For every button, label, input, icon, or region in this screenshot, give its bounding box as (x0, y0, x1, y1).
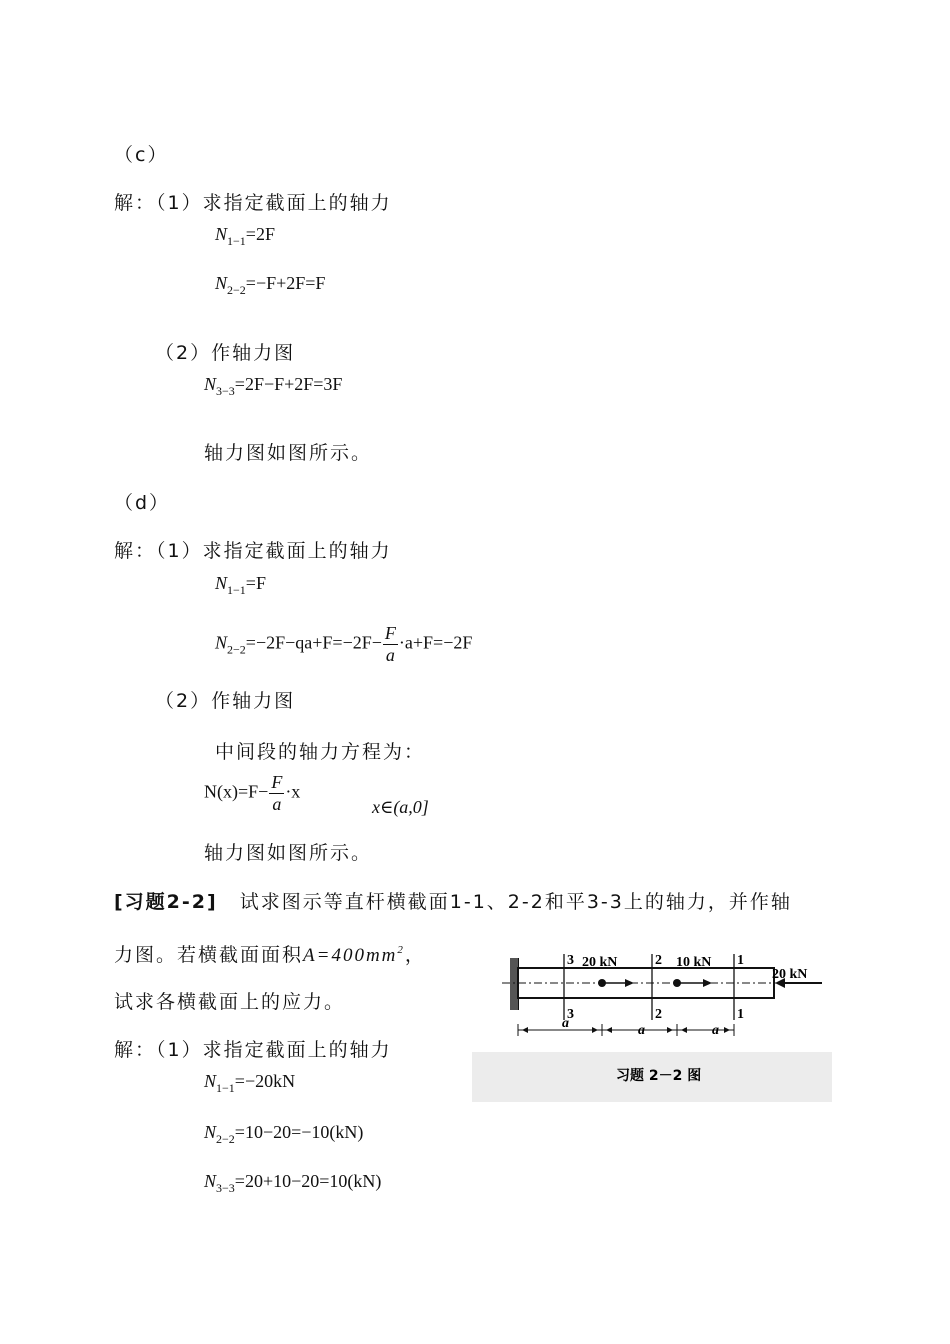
section-d-equation: N(x)=F− $\frac{F}{a}$ ·x (204, 772, 301, 814)
section-3-bottom-label: 3 (567, 1007, 574, 1022)
span-label-3: a (712, 1023, 719, 1038)
problem-line2: 力图。若横截面面积$A=400mm^2$， (114, 944, 426, 966)
problem-n11: $N_{1-1}=-20kN$ (204, 1071, 296, 1095)
section-c-n22: $N_{2-2}=-F+2F=F$ (215, 273, 326, 297)
section-3-top-label: 3 (567, 953, 574, 968)
problem-text1: 试求图示等直杆横截面1-1、2-2和平3-3上的轴力，并作轴 (239, 891, 792, 913)
problem-text3: 试求各横截面上的应力。 (114, 991, 346, 1013)
section-c-note: 轴力图如图所示。 (204, 442, 373, 464)
section-2-top-label: 2 (655, 953, 662, 968)
section-d-note: 轴力图如图所示。 (204, 842, 373, 864)
section-d-label: （d） (114, 492, 171, 514)
section-d-step2: （2）作轴力图 (155, 690, 296, 712)
fixed-wall (510, 958, 518, 1010)
problem-n22: $N_{2-2}=10-20=-10(kN)$ (204, 1122, 364, 1146)
section-d-domain: x∈(a,0] (372, 797, 429, 817)
section-c-n33: $N_{3-3}=2F-F+2F=3F$ (204, 374, 343, 398)
span-label-2: a (638, 1023, 645, 1038)
section-d-n22: $N_{2-2}=-2F-qa+F=-2F-$ $\frac{F}{a}$ ·a+F=−2F (215, 623, 473, 665)
section-1-bottom-label: 1 (737, 1007, 744, 1022)
force-label-end: 20 kN (772, 967, 808, 982)
section-c-step1: 解：（1）求指定截面上的轴力 (114, 192, 392, 214)
force-label-10kn: 10 kN (676, 955, 712, 970)
area-formula: $A=400mm^2$ (303, 944, 405, 966)
section-1-top-label: 1 (737, 953, 744, 968)
problem-n33: $N_{3-3}=20+10-20=10(kN)$ (204, 1171, 382, 1195)
section-c-n11: $N_{1-1}=2F$ (215, 224, 275, 248)
section-d-step1: 解：（1）求指定截面上的轴力 (114, 540, 392, 562)
problem-step1: 解：（1）求指定截面上的轴力 (114, 1039, 392, 1061)
span-label-1: a (562, 1016, 569, 1031)
section-d-middle: 中间段的轴力方程为： (215, 741, 426, 763)
problem-tag: [习题2-2] (114, 891, 218, 913)
figure-caption: 习题 2－2 图 (616, 1068, 702, 1084)
section-c-label: （c） (114, 144, 169, 166)
section-2-bottom-label: 2 (655, 1007, 662, 1022)
bar-figure (472, 944, 832, 1102)
section-c-step2: （2）作轴力图 (155, 342, 296, 364)
force-label-20kn: 20 kN (582, 955, 618, 970)
problem-line1 (114, 887, 792, 914)
section-d-n11: $N_{1-1}=F$ (215, 573, 266, 597)
